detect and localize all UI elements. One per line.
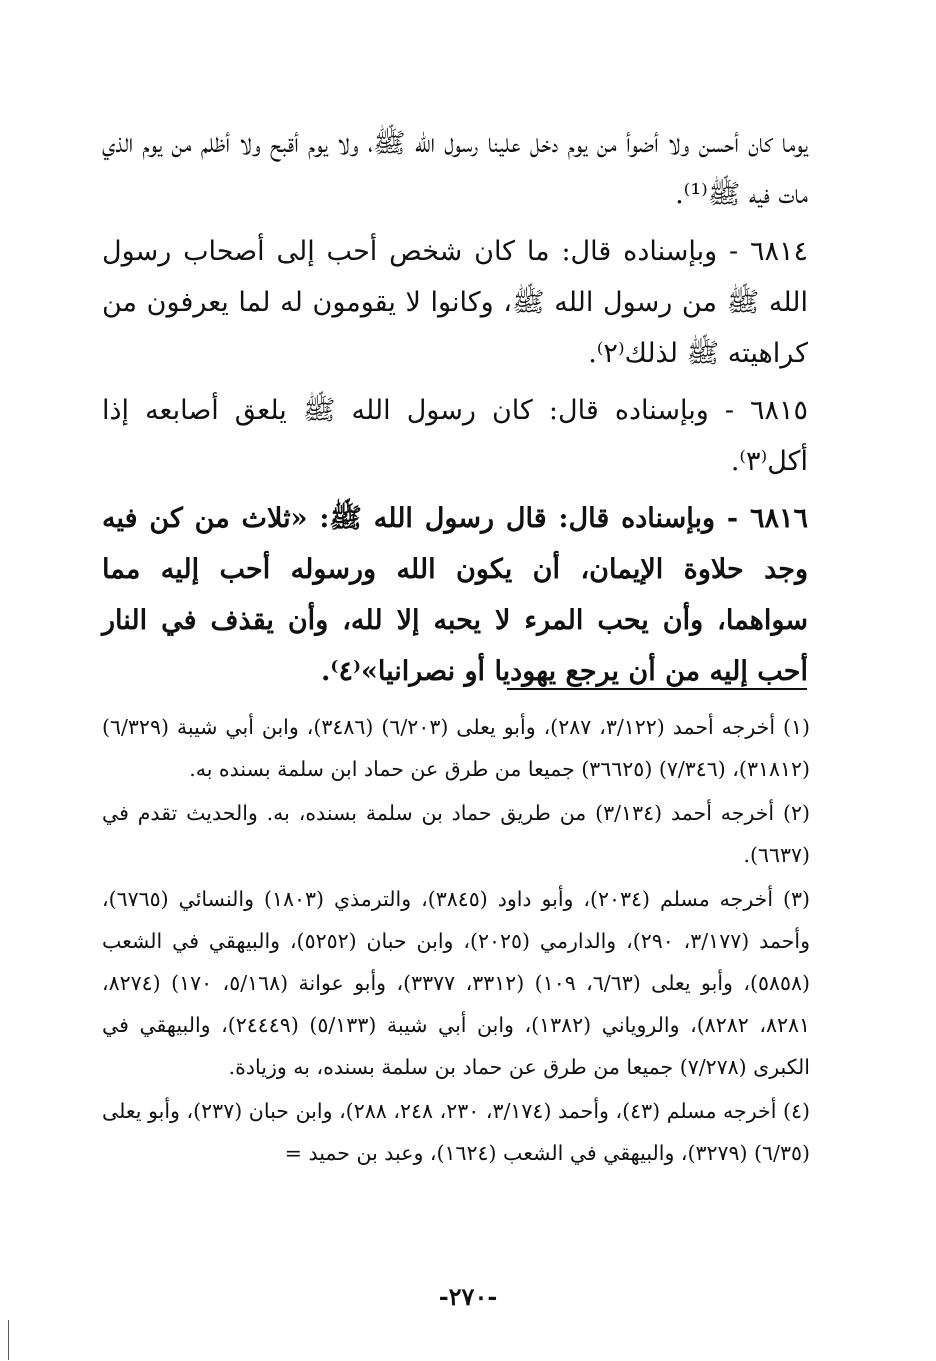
body-text: [102, 118, 808, 697]
page-number: -٢٧٠-: [438, 1282, 498, 1311]
footnote-2: (٢) أخرجه أحمد (٣/١٣٤) من طريق حماد بن سلمة بسنده، به. والحديث تقدم في (٦٦٣٧).: [102, 801, 810, 867]
main-text: [102, 118, 808, 703]
hadith-6815: ٦٨١٥ - وبإسناده قال: كان رسول الله ﷺ يلعق أصابعه إذا أكل⁽٣⁾.: [102, 395, 809, 477]
scan-edge-line: [8, 1320, 9, 1360]
footnote-4: (٤) أخرجه مسلم (٤٣)، وأحمد (٣/١٧٤، ٢٣٠، ٢٤٨، ٢٨٨)، وابن حبان (٢٣٧)، وأبو يعلى (٦/٣٥) (٣٢٧٩)، والبيهقي في الشعب (١٦٢٤)، وعبد بن حميد =: [102, 1099, 810, 1165]
footnote-separator: [507, 688, 807, 690]
footnotes: [102, 706, 810, 1176]
paragraph: يوما كان أحسن ولا أضوأ من يوم دخل علينا رسول الله ﷺ، ولا يوم أقبح ولا أظلم من يوم الذي مات فيه ﷺ⁽¹⁾.: [102, 128, 808, 210]
hadith-6816: ٦٨١٦ - وبإسناده قال: قال رسول الله ﷺ: «ثلاث من كن فيه وجد حلاوة الإيمان، أن يكون الله ورسوله أحب إليه مما سواهما، وأن يحب المرء لا يحبه إلا لله، وأن يقذف في النار أحب إليه من أن يرجع يهوديا أو نصرانيا»⁽٤⁾.: [102, 503, 809, 687]
footnote-1: (١) أخرجه أحمد (٣/١٢٢، ٢٨٧)، وأبو يعلى (٦/٢٠٣) (٣٤٨٦)، وابن أبي شيبة (٦/٣٢٩) (٣١٨١٢)، (٧/٣٤٦) (٣٦٦٢٥) جميعا من طرق عن حماد ابن سلمة بسنده به.: [102, 715, 810, 781]
hadith-6814: ٦٨١٤ - وبإسناده قال: ما كان شخص أحب إلى أصحاب رسول الله ﷺ من رسول الله ﷺ، وكانوا لا يقومون له لما يعرفون من كراهيته ﷺ لذلك⁽٢⁾.: [102, 236, 808, 369]
footnote-3: (٣) أخرجه مسلم (٢٠٣٤)، وأبو داود (٣٨٤٥)، والترمذي (١٨٠٣) والنسائي (٦٧٦٥)، وأحمد (٣/١٧٧، ٢٩٠)، والدارمي (٢٠٢٥)، وابن حبان (٥٢٥٢)، والبيهقي في الشعب (٥٨٥٨)، وأبو يعلى (٦/٦٣، ١٠٩) (٣٣١٢، ٣٣٧٧)، وأبو عوانة (٥/١٦٨، ١٧٠) (٨٢٧٤، ٨٢٨١، ٨٢٨٢)، والروياني (١٣٨٢)، وابن أبي شيبة (٥/١٣٣) (٢٤٤٤٩)، والبيهقي في الكبرى (٧/٢٧٨) جميعا من طرق عن حماد بن سلمة بسنده، به وزيادة.: [102, 887, 811, 1079]
